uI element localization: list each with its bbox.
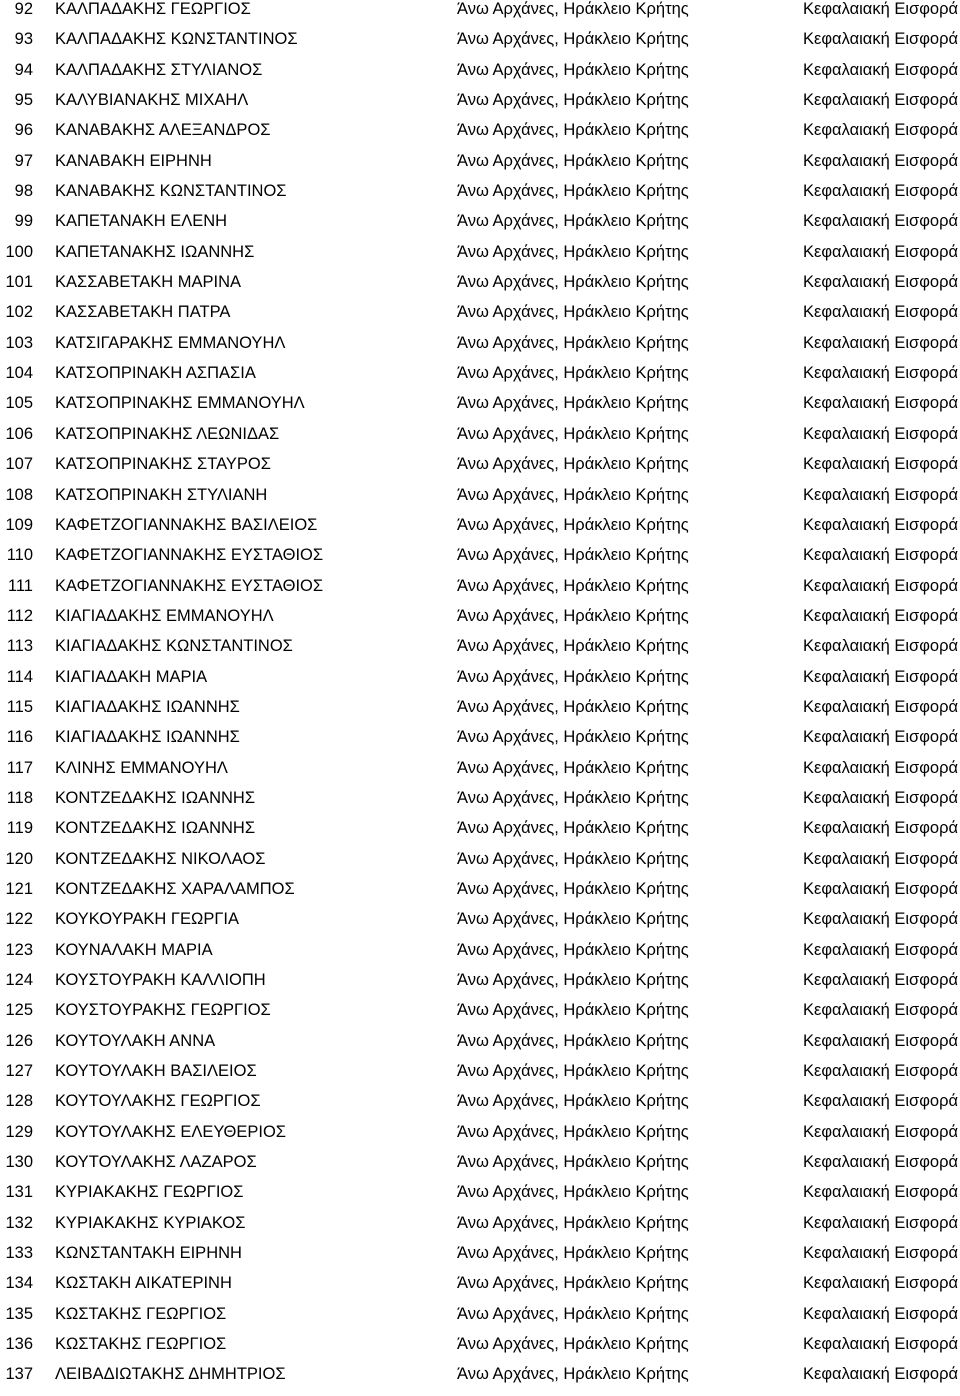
person-name: ΚΟΝΤΖΕΔΑΚΗΣ ΙΩΑΝΝΗΣ [55, 788, 256, 807]
person-name: ΚΟΥΚΟΥΡΑΚΗ ΓΕΩΡΓΙΑ [55, 910, 240, 929]
location: Άνω Αρχάνες, Ηράκλειο Κρήτης [457, 971, 689, 989]
person-name: ΚΑΝΑΒΑΚΗΣ ΑΛΕΞΑΝΔΡΟΣ [55, 121, 271, 140]
location: Άνω Αρχάνες, Ηράκλειο Κρήτης [457, 1365, 689, 1384]
row-number: 118 [6, 788, 33, 807]
row-number: 124 [5, 971, 33, 989]
person-name: ΚΑΦΕΤΖΟΓΙΑΝΝΑΚΗΣ ΕΥΣΤΑΘΙΟΣ [55, 546, 324, 565]
contribution-type: Κεφαλαιακή Εισφορά [802, 546, 958, 565]
contribution-type: Κεφαλαιακή Εισφορά [802, 1244, 958, 1263]
contribution-type: Κεφαλαιακή Εισφορά [802, 1092, 958, 1111]
location: Άνω Αρχάνες, Ηράκλειο Κρήτης [457, 940, 689, 959]
row-number: 109 [5, 515, 33, 534]
person-name: ΚΙΑΓΙΑΔΑΚΗΣ ΙΩΑΝΝΗΣ [55, 728, 240, 747]
person-name: ΚΟΝΤΖΕΔΑΚΗΣ ΙΩΑΝΝΗΣ [55, 819, 256, 838]
location: Άνω Αρχάνες, Ηράκλειο Κρήτης [457, 606, 689, 625]
location: Άνω Αρχάνες, Ηράκλειο Κρήτης [457, 1001, 689, 1020]
person-name: ΚΑΤΣΟΠΡΙΝΑΚΗ ΣΤΥΛΙΑΝΗ [55, 485, 268, 504]
row-number: 111 [7, 576, 33, 595]
contribution-type: Κεφαλαιακή Εισφορά [802, 91, 958, 110]
row-number: 99 [14, 212, 33, 231]
row-number: 135 [5, 1304, 33, 1323]
row-number: 116 [6, 728, 33, 747]
person-name: ΚΥΡΙΑΚΑΚΗΣ ΓΕΩΡΓΙΟΣ [55, 1183, 244, 1202]
row-number: 105 [5, 394, 33, 413]
person-name: ΚΙΑΓΙΑΔΑΚΗΣ ΚΩΝΣΤΑΝΤΙΝΟΣ [55, 637, 293, 656]
person-name: ΚΟΥΣΤΟΥΡΑΚΗΣ ΓΕΩΡΓΙΟΣ [55, 1001, 271, 1020]
person-name: ΚΑΤΣΟΠΡΙΝΑΚΗΣ ΣΤΑΥΡΟΣ [55, 455, 271, 474]
contribution-type: Κεφαλαιακή Εισφορά [802, 728, 958, 747]
person-name: ΚΥΡΙΑΚΑΚΗΣ ΚΥΡΙΑΚΟΣ [55, 1213, 246, 1232]
person-name: ΚΑΛΠΑΔΑΚΗΣ ΣΤΥΛΙΑΝΟΣ [55, 60, 263, 79]
person-name: ΚΑΝΑΒΑΚΗΣ ΚΩΝΣΤΑΝΤΙΝΟΣ [55, 182, 287, 201]
contribution-type: Κεφαλαιακή Εισφορά [802, 1183, 958, 1202]
contribution-type: Κεφαλαιακή Εισφορά [802, 788, 958, 807]
contribution-type: Κεφαλαιακή Εισφορά [802, 576, 958, 595]
row-number: 123 [5, 940, 33, 959]
location: Άνω Αρχάνες, Ηράκλειο Κρήτης [457, 455, 689, 474]
location: Άνω Αρχάνες, Ηράκλειο Κρήτης [457, 697, 689, 716]
contribution-type: Κεφαλαιακή Εισφορά [802, 60, 958, 79]
location: Άνω Αρχάνες, Ηράκλειο Κρήτης [457, 728, 689, 747]
row-number: 133 [5, 1244, 33, 1263]
person-name: ΚΑΤΣΟΠΡΙΝΑΚΗΣ ΕΜΜΑΝΟΥΗΛ [55, 394, 305, 413]
contribution-type: Κεφαλαιακή Εισφορά [802, 637, 958, 656]
contribution-type: Κεφαλαιακή Εισφορά [802, 1365, 958, 1384]
location: Άνω Αρχάνες, Ηράκλειο Κρήτης [457, 1062, 689, 1081]
row-number: 130 [5, 1153, 33, 1172]
person-name: ΚΑΣΣΑΒΕΤΑΚΗ ΜΑΡΙΝΑ [55, 273, 242, 292]
person-name: ΚΟΥΤΟΥΛΑΚΗΣ ΛΑΖΑΡΟΣ [55, 1153, 257, 1172]
person-name: ΚΩΣΤΑΚΗΣ ΓΕΩΡΓΙΟΣ [55, 1335, 227, 1354]
row-number: 117 [6, 758, 33, 777]
contribution-type: Κεφαλαιακή Εισφορά [802, 606, 958, 625]
row-number: 128 [5, 1092, 33, 1111]
contribution-type: Κεφαλαιακή Εισφορά [802, 212, 958, 231]
row-number: 95 [14, 91, 33, 110]
location: Άνω Αρχάνες, Ηράκλειο Κρήτης [457, 1274, 689, 1293]
row-number: 98 [14, 182, 33, 201]
row-number: 103 [5, 333, 33, 352]
list-item [0, 1365, 960, 1395]
person-name: ΚΟΥΣΤΟΥΡΑΚΗ ΚΑΛΛΙΟΠΗ [55, 971, 266, 989]
contribution-type: Κεφαλαιακή Εισφορά [802, 333, 958, 352]
location: Άνω Αρχάνες, Ηράκλειο Κρήτης [457, 1122, 689, 1141]
contribution-type: Κεφαλαιακή Εισφορά [802, 1062, 958, 1081]
row-number: 110 [6, 546, 33, 565]
contribution-type: Κεφαλαιακή Εισφορά [802, 1304, 958, 1323]
location: Άνω Αρχάνες, Ηράκλειο Κρήτης [457, 242, 689, 261]
contribution-type: Κεφαλαιακή Εισφορά [802, 971, 958, 989]
contribution-type: Κεφαλαιακή Εισφορά [802, 303, 958, 322]
contribution-type: Κεφαλαιακή Εισφορά [802, 879, 958, 898]
person-name: ΚΑΤΣΟΠΡΙΝΑΚΗ ΑΣΠΑΣΙΑ [55, 364, 256, 383]
row-number: 132 [5, 1213, 33, 1232]
location: Άνω Αρχάνες, Ηράκλειο Κρήτης [457, 910, 689, 929]
contribution-type: Κεφαλαιακή Εισφορά [802, 151, 958, 170]
contribution-type: Κεφαλαιακή Εισφορά [802, 910, 958, 929]
person-name: ΚΛΙΝΗΣ ΕΜΜΑΝΟΥΗΛ [55, 758, 228, 777]
person-name: ΚΙΑΓΙΑΔΑΚΗΣ ΙΩΑΝΝΗΣ [55, 697, 240, 716]
contribution-type: Κεφαλαιακή Εισφορά [802, 697, 958, 716]
person-name: ΚΟΝΤΖΕΔΑΚΗΣ ΧΑΡΑΛΑΜΠΟΣ [55, 879, 295, 898]
location: Άνω Αρχάνες, Ηράκλειο Κρήτης [457, 637, 689, 656]
person-name: ΚΙΑΓΙΑΔΑΚΗ ΜΑΡΙΑ [55, 667, 208, 686]
contribution-type: Κεφαλαιακή Εισφορά [802, 0, 958, 18]
contribution-type: Κεφαλαιακή Εισφορά [802, 1335, 958, 1354]
row-number: 106 [5, 424, 33, 443]
row-number: 121 [5, 879, 33, 898]
contribution-type: Κεφαλαιακή Εισφορά [802, 1031, 958, 1050]
contribution-type: Κεφαλαιακή Εισφορά [802, 182, 958, 201]
location: Άνω Αρχάνες, Ηράκλειο Κρήτης [457, 1092, 689, 1111]
row-number: 126 [5, 1031, 33, 1050]
contribution-type: Κεφαλαιακή Εισφορά [802, 30, 958, 49]
contribution-type: Κεφαλαιακή Εισφορά [802, 273, 958, 292]
row-number: 112 [6, 606, 33, 625]
location: Άνω Αρχάνες, Ηράκλειο Κρήτης [457, 1031, 689, 1050]
person-name: ΚΟΥΤΟΥΛΑΚΗ ΑΝΝΑ [55, 1031, 216, 1050]
contribution-type: Κεφαλαιακή Εισφορά [802, 1122, 958, 1141]
location: Άνω Αρχάνες, Ηράκλειο Κρήτης [457, 212, 689, 231]
row-number: 107 [5, 455, 33, 474]
person-name: ΚΑΤΣΙΓΑΡΑΚΗΣ ΕΜΜΑΝΟΥΗΛ [55, 333, 286, 352]
location: Άνω Αρχάνες, Ηράκλειο Κρήτης [457, 151, 689, 170]
person-name: ΚΑΛΥΒΙΑΝΑΚΗΣ ΜΙΧΑΗΛ [55, 91, 249, 110]
location: Άνω Αρχάνες, Ηράκλειο Κρήτης [457, 424, 689, 443]
location: Άνω Αρχάνες, Ηράκλειο Κρήτης [457, 485, 689, 504]
person-name: ΚΑΛΠΑΔΑΚΗΣ ΚΩΝΣΤΑΝΤΙΝΟΣ [55, 30, 298, 49]
row-number: 92 [14, 0, 33, 18]
contribution-type: Κεφαλαιακή Εισφορά [802, 1153, 958, 1172]
contribution-type: Κεφαλαιακή Εισφορά [802, 455, 958, 474]
location: Άνω Αρχάνες, Ηράκλειο Κρήτης [457, 819, 689, 838]
row-number: 100 [5, 242, 33, 261]
location: Άνω Αρχάνες, Ηράκλειο Κρήτης [457, 788, 689, 807]
location: Άνω Αρχάνες, Ηράκλειο Κρήτης [457, 1244, 689, 1263]
row-number: 122 [5, 910, 33, 929]
row-number: 101 [5, 273, 33, 292]
location: Άνω Αρχάνες, Ηράκλειο Κρήτης [457, 1213, 689, 1232]
location: Άνω Αρχάνες, Ηράκλειο Κρήτης [457, 303, 689, 322]
contribution-type: Κεφαλαιακή Εισφορά [802, 242, 958, 261]
row-number: 119 [6, 819, 33, 838]
contribution-type: Κεφαλαιακή Εισφορά [802, 364, 958, 383]
person-name: ΚΑΝΑΒΑΚΗ ΕΙΡΗΝΗ [55, 151, 212, 170]
contribution-type: Κεφαλαιακή Εισφορά [802, 819, 958, 838]
person-name: ΚΟΥΝΑΛΑΚΗ ΜΑΡΙΑ [55, 940, 213, 959]
person-name: ΚΩΣΤΑΚΗΣ ΓΕΩΡΓΙΟΣ [55, 1304, 227, 1323]
row-number: 97 [14, 151, 33, 170]
row-number: 108 [5, 485, 33, 504]
contribution-type: Κεφαλαιακή Εισφορά [802, 121, 958, 140]
person-name: ΛΕΙΒΑΔΙΩΤΑΚΗΣ ΔΗΜΗΤΡΙΟΣ [55, 1365, 286, 1384]
location: Άνω Αρχάνες, Ηράκλειο Κρήτης [457, 546, 689, 565]
person-name: ΚΑΦΕΤΖΟΓΙΑΝΝΑΚΗΣ ΕΥΣΤΑΘΙΟΣ [55, 576, 324, 595]
contribution-type: Κεφαλαιακή Εισφορά [802, 424, 958, 443]
location: Άνω Αρχάνες, Ηράκλειο Κρήτης [457, 1304, 689, 1323]
row-number: 96 [14, 121, 33, 140]
location: Άνω Αρχάνες, Ηράκλειο Κρήτης [457, 394, 689, 413]
location: Άνω Αρχάνες, Ηράκλειο Κρήτης [457, 60, 689, 79]
contribution-type: Κεφαλαιακή Εισφορά [802, 849, 958, 868]
person-name: ΚΩΝΣΤΑΝΤΑΚΗ ΕΙΡΗΝΗ [55, 1244, 242, 1263]
person-name: ΚΑΠΕΤΑΝΑΚΗ ΕΛΕΝΗ [55, 212, 228, 231]
person-name: ΚΑΦΕΤΖΟΓΙΑΝΝΑΚΗΣ ΒΑΣΙΛΕΙΟΣ [55, 515, 318, 534]
location: Άνω Αρχάνες, Ηράκλειο Κρήτης [457, 121, 689, 140]
location: Άνω Αρχάνες, Ηράκλειο Κρήτης [457, 273, 689, 292]
person-name: ΚΟΝΤΖΕΔΑΚΗΣ ΝΙΚΟΛΑΟΣ [55, 849, 266, 868]
location: Άνω Αρχάνες, Ηράκλειο Κρήτης [457, 364, 689, 383]
row-number: 131 [5, 1183, 33, 1202]
row-number: 115 [6, 697, 33, 716]
contribution-type: Κεφαλαιακή Εισφορά [802, 1213, 958, 1232]
person-name: ΚΩΣΤΑΚΗ ΑΙΚΑΤΕΡΙΝΗ [55, 1274, 232, 1293]
person-name: ΚΟΥΤΟΥΛΑΚΗΣ ΓΕΩΡΓΙΟΣ [55, 1092, 261, 1111]
location: Άνω Αρχάνες, Ηράκλειο Κρήτης [457, 1335, 689, 1354]
location: Άνω Αρχάνες, Ηράκλειο Κρήτης [457, 758, 689, 777]
contribution-type: Κεφαλαιακή Εισφορά [802, 667, 958, 686]
row-number: 94 [14, 60, 33, 79]
location: Άνω Αρχάνες, Ηράκλειο Κρήτης [457, 182, 689, 201]
contribution-type: Κεφαλαιακή Εισφορά [802, 940, 958, 959]
row-number: 137 [5, 1365, 33, 1384]
row-number: 134 [5, 1274, 33, 1293]
row-number: 129 [5, 1122, 33, 1141]
location: Άνω Αρχάνες, Ηράκλειο Κρήτης [457, 515, 689, 534]
contribution-type: Κεφαλαιακή Εισφορά [802, 1001, 958, 1020]
row-number: 113 [6, 637, 33, 656]
person-name: ΚΟΥΤΟΥΛΑΚΗΣ ΕΛΕΥΘΕΡΙΟΣ [55, 1122, 286, 1141]
row-number: 102 [5, 303, 33, 322]
contribution-type: Κεφαλαιακή Εισφορά [802, 1274, 958, 1293]
row-number: 120 [5, 849, 33, 868]
person-name: ΚΙΑΓΙΑΔΑΚΗΣ ΕΜΜΑΝΟΥΗΛ [55, 606, 274, 625]
person-name: ΚΑΠΕΤΑΝΑΚΗΣ ΙΩΑΝΝΗΣ [55, 242, 255, 261]
location: Άνω Αρχάνες, Ηράκλειο Κρήτης [457, 667, 689, 686]
person-name: ΚΟΥΤΟΥΛΑΚΗ ΒΑΣΙΛΕΙΟΣ [55, 1062, 257, 1081]
row-number: 114 [6, 667, 33, 686]
contribution-type: Κεφαλαιακή Εισφορά [802, 485, 958, 504]
location: Άνω Αρχάνες, Ηράκλειο Κρήτης [457, 30, 689, 49]
person-name: ΚΑΛΠΑΔΑΚΗΣ ΓΕΩΡΓΙΟΣ [55, 0, 251, 18]
location: Άνω Αρχάνες, Ηράκλειο Κρήτης [457, 576, 689, 595]
location: Άνω Αρχάνες, Ηράκλειο Κρήτης [457, 849, 689, 868]
location: Άνω Αρχάνες, Ηράκλειο Κρήτης [457, 1153, 689, 1172]
location: Άνω Αρχάνες, Ηράκλειο Κρήτης [457, 879, 689, 898]
location: Άνω Αρχάνες, Ηράκλειο Κρήτης [457, 333, 689, 352]
location: Άνω Αρχάνες, Ηράκλειο Κρήτης [457, 91, 689, 110]
row-number: 93 [14, 30, 33, 49]
row-number: 136 [5, 1335, 33, 1354]
row-number: 127 [5, 1062, 33, 1081]
row-number: 104 [5, 364, 33, 383]
contribution-type: Κεφαλαιακή Εισφορά [802, 758, 958, 777]
row-number: 125 [5, 1001, 33, 1020]
location: Άνω Αρχάνες, Ηράκλειο Κρήτης [457, 1183, 689, 1202]
person-name: ΚΑΤΣΟΠΡΙΝΑΚΗΣ ΛΕΩΝΙΔΑΣ [55, 424, 280, 443]
contribution-type: Κεφαλαιακή Εισφορά [802, 515, 958, 534]
contribution-type: Κεφαλαιακή Εισφορά [802, 394, 958, 413]
person-name: ΚΑΣΣΑΒΕΤΑΚΗ ΠΑΤΡΑ [55, 303, 231, 322]
location: Άνω Αρχάνες, Ηράκλειο Κρήτης [457, 0, 689, 18]
